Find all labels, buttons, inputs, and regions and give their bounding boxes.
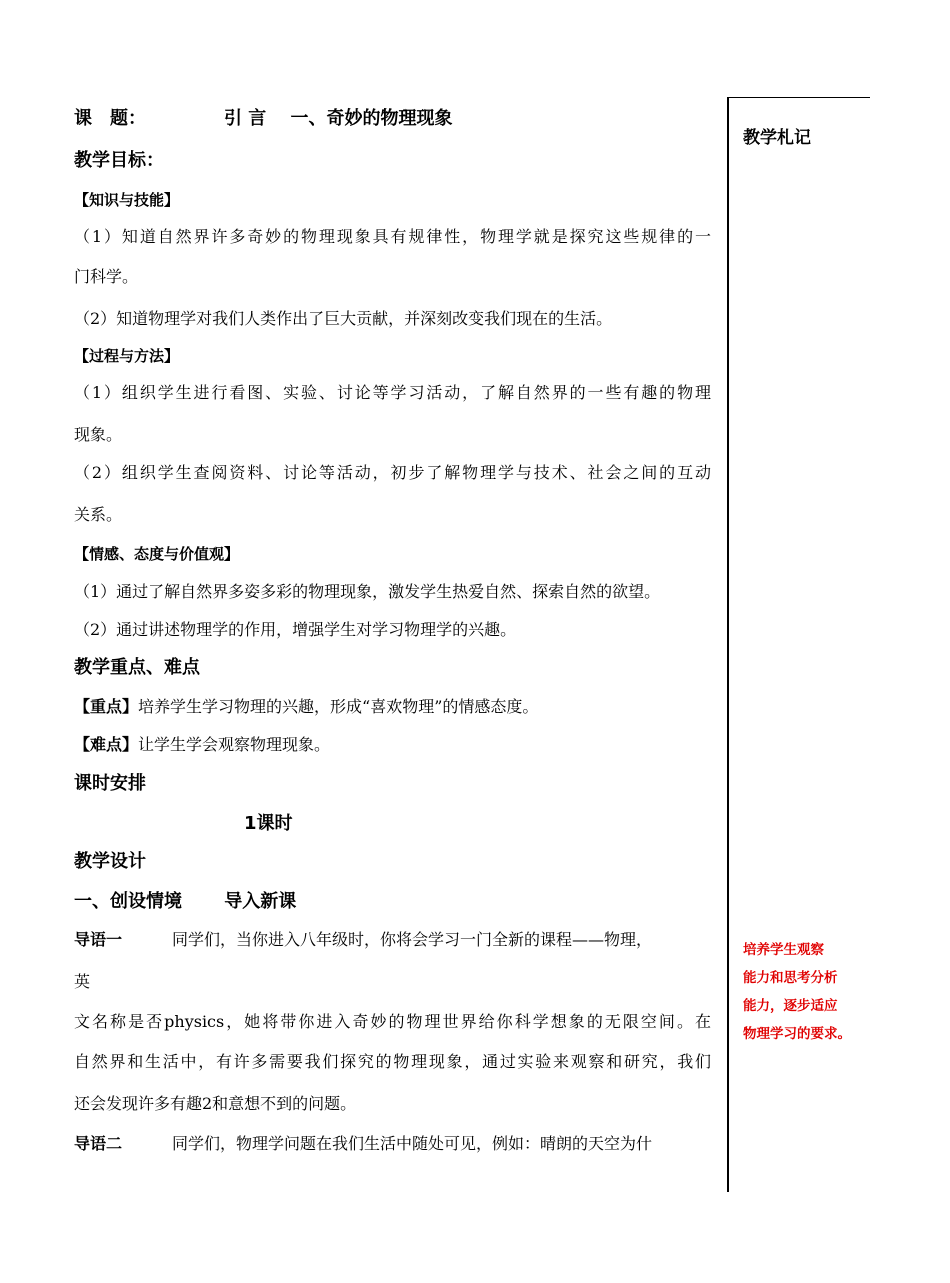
note-line-3: 能力，逐步适应	[743, 998, 838, 1014]
objectives-title: 教学目标：	[74, 150, 164, 171]
knowledge-item2: （2）知道物理学对我们人类作出了巨大贡献，并深刻改变我们现在的生活。	[74, 309, 613, 328]
section1-title: 一、创设情境 导入新课	[74, 891, 297, 912]
intro1-label: 导语一	[74, 930, 123, 949]
note-line-1: 培养学生观察	[743, 942, 824, 958]
note-line-2: 能力和思考分析	[743, 970, 838, 986]
key-label: 【重点】	[74, 697, 139, 716]
process-item2-b: 关系。	[74, 505, 123, 524]
key-title: 教学重点、难点	[74, 657, 200, 678]
difficulty-label: 【难点】	[74, 735, 139, 754]
intro1-text-b: 英	[74, 972, 91, 991]
sidebar-left-border	[727, 97, 729, 1192]
intro2-text-a: 同学们，物理学问题在我们生活中随处可见，例如：晴朗的天空为什	[172, 1134, 653, 1153]
emotion-title: 【情感、态度与价值观】	[74, 545, 240, 563]
intro1-text-e: 还会发现许多有趣2和意想不到的问题。	[74, 1094, 357, 1113]
emotion-item1: （1）通过了解自然界多姿多彩的物理现象，激发学生热爱自然、探索自然的欲望。	[74, 582, 661, 601]
topic-label: 课 题：	[74, 108, 146, 129]
difficulty-text: 让学生学会观察物理现象。	[138, 735, 331, 754]
process-item1-a: （1）组织学生进行看图、实验、讨论等学习活动，了解自然界的一些有趣的物理	[74, 383, 711, 402]
intro1-text-d: 自然界和生活中，有许多需要我们探究的物理现象，通过实验来观察和研究，我们	[74, 1052, 711, 1071]
notes-title: 教学札记	[743, 128, 811, 148]
note-line-4: 物理学习的要求。	[743, 1026, 851, 1042]
schedule-value: 1课时	[244, 813, 293, 834]
intro2-line	[74, 1134, 652, 1154]
knowledge-item1-a: （1）知道自然界许多奇妙的物理现象具有规律性，物理学就是探究这些规律的一	[74, 227, 711, 246]
key-line	[74, 697, 538, 717]
knowledge-item1-b: 门科学。	[74, 267, 139, 286]
process-item2-a: （2）组织学生查阅资料、讨论等活动，初步了解物理学与技术、社会之间的互动	[74, 463, 711, 482]
emotion-item2: （2）通过讲述物理学的作用，增强学生对学习物理学的兴趣。	[74, 620, 517, 639]
intro1-text-a: 同学们，当你进入八年级时，你将会学习一门全新的课程——物理，	[172, 930, 653, 949]
process-title: 【过程与方法】	[74, 347, 180, 365]
topic-value: 引 言 一、奇妙的物理现象	[224, 108, 453, 129]
schedule-title: 课时安排	[74, 773, 146, 794]
difficulty-line	[74, 735, 330, 755]
intro1-line	[74, 930, 652, 950]
design-title: 教学设计	[74, 851, 146, 872]
knowledge-title: 【知识与技能】	[74, 191, 180, 209]
intro2-label: 导语二	[74, 1134, 123, 1153]
process-item1-b: 现象。	[74, 425, 123, 444]
key-text: 培养学生学习物理的兴趣，形成“喜欢物理”的情感态度。	[138, 697, 539, 716]
topic-line	[74, 108, 453, 130]
intro1-text-c: 文名称是否physics，她将带你进入奇妙的物理世界给你科学想象的无限空间。在	[74, 1012, 711, 1031]
sidebar-top-border	[727, 97, 870, 98]
